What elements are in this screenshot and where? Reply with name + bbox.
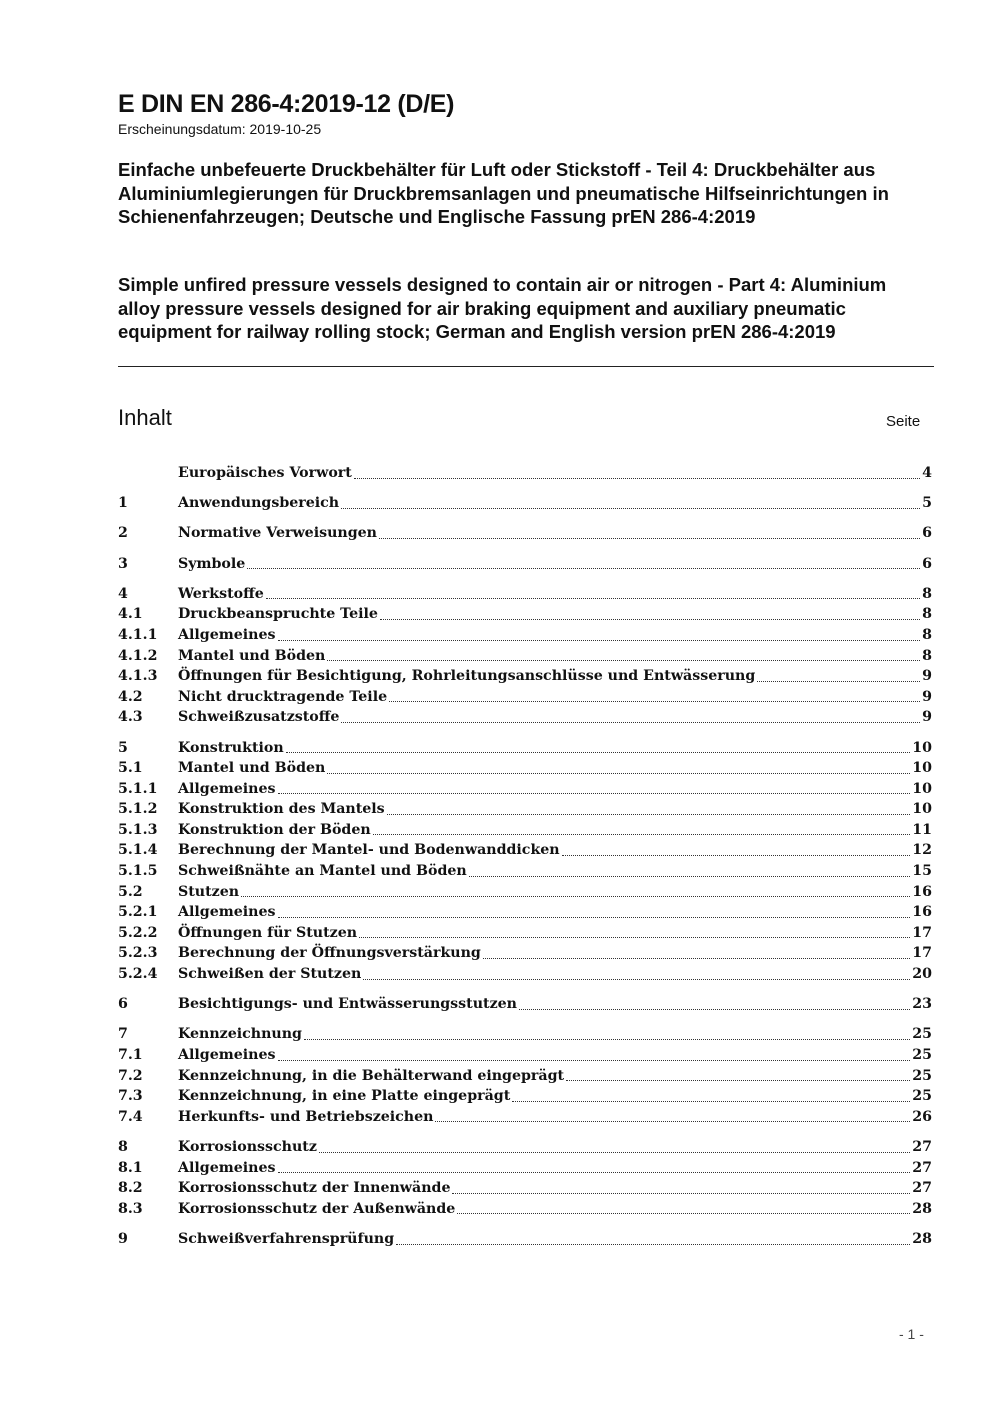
toc-dot-leader <box>435 1121 910 1122</box>
toc-entry[interactable] <box>118 646 932 667</box>
toc-entry-page: 27 <box>912 1138 932 1155</box>
toc-entry-page: 6 <box>922 525 932 542</box>
toc-dot-leader <box>327 773 910 774</box>
toc-entry-number: 7.1 <box>118 1047 143 1063</box>
toc-entry-title: Allgemeines <box>178 1159 276 1176</box>
toc-dot-leader <box>389 701 920 702</box>
toc-dot-leader <box>327 660 920 661</box>
toc-entry-page: 8 <box>922 647 932 664</box>
toc-entry[interactable] <box>118 799 932 820</box>
toc-entry[interactable] <box>118 1137 932 1158</box>
toc-entry[interactable] <box>118 882 932 903</box>
toc-entry-number: 5.1.2 <box>118 801 158 818</box>
toc-dot-leader <box>457 1213 910 1214</box>
toc-entry-title: Allgemeines <box>178 780 276 797</box>
toc-entry-number: 5 <box>118 739 128 756</box>
toc-entry-page: 10 <box>912 801 932 818</box>
toc-entry-number: 4.1 <box>118 606 143 623</box>
toc-entry[interactable] <box>118 923 932 944</box>
toc-entry[interactable] <box>118 1178 932 1199</box>
toc-entry-page: 16 <box>912 883 932 900</box>
toc-dot-leader <box>278 640 921 641</box>
toc-entry-number: 5.2.2 <box>118 924 158 941</box>
toc-entry-number: 5.1 <box>118 760 143 777</box>
toc-entry-page: 20 <box>912 966 932 983</box>
toc-entry[interactable] <box>118 463 932 484</box>
toc-entry[interactable] <box>118 1229 932 1250</box>
toc-entry[interactable] <box>118 840 932 861</box>
toc-entry-number: 7.2 <box>118 1067 143 1084</box>
publication-date: Erscheinungsdatum: 2019-10-25 <box>118 121 322 137</box>
toc-entry-number: 7.3 <box>118 1088 143 1105</box>
toc-entry-number: 5.1.1 <box>118 780 158 797</box>
toc-entry-page: 10 <box>912 760 932 777</box>
toc-entry[interactable] <box>118 943 932 964</box>
toc-entry-number: 5.1.3 <box>118 821 158 838</box>
toc-entry[interactable] <box>118 758 932 779</box>
toc-entry-title: Schweißverfahrensprüfung <box>178 1230 395 1247</box>
toc-dot-leader <box>341 722 920 723</box>
toc-entry-page: 17 <box>912 924 932 941</box>
toc-dot-leader <box>380 619 920 620</box>
toc-entry-number: 8 <box>118 1138 128 1155</box>
toc-entry-title: Korrosionsschutz <box>178 1138 317 1155</box>
toc-entry-title: Allgemeines <box>178 626 276 643</box>
toc-entry-title: Mantel und Böden <box>178 647 326 664</box>
toc-entry-page: 26 <box>912 1108 932 1125</box>
toc-entry-title: Kennzeichnung, in eine Platte eingeprägt <box>178 1088 511 1105</box>
toc-entry[interactable] <box>118 1158 932 1179</box>
toc-entry-title: Besichtigungs- und Entwässerungsstutzen <box>178 996 517 1013</box>
toc-entry[interactable] <box>118 523 932 544</box>
toc-entry-page: 12 <box>912 842 932 859</box>
toc-entry-page: 25 <box>912 1088 932 1105</box>
toc-entry-page: 5 <box>922 495 932 512</box>
toc-entry[interactable] <box>118 554 932 575</box>
page-number: - 1 - <box>899 1326 924 1342</box>
toc-entry-number: 4.3 <box>118 709 143 726</box>
toc-entry-number: 6 <box>118 996 128 1013</box>
toc-dot-leader <box>512 1101 910 1102</box>
toc-entry-number: 9 <box>118 1230 128 1247</box>
toc-entry[interactable] <box>118 687 932 708</box>
toc-dot-leader <box>452 1193 910 1194</box>
toc-entry[interactable] <box>118 902 932 923</box>
toc-entry[interactable] <box>118 604 932 625</box>
toc-entry-page: 23 <box>912 996 932 1013</box>
toc-entry-title: Korrosionsschutz der Außenwände <box>178 1200 456 1217</box>
toc-entry-title: Stutzen <box>178 883 240 900</box>
toc-dot-leader <box>363 979 910 980</box>
toc-dot-leader <box>286 752 911 753</box>
toc-entry-title: Nicht drucktragende Teile <box>178 688 388 705</box>
toc-dot-leader <box>278 793 911 794</box>
toc-dot-leader <box>396 1244 910 1245</box>
toc-dot-leader <box>519 1009 910 1010</box>
toc-entry-title: Kennzeichnung <box>178 1026 302 1043</box>
toc-entry-page: 28 <box>912 1230 932 1247</box>
toc-entry[interactable] <box>118 584 932 605</box>
toc-dot-leader <box>304 1039 910 1040</box>
toc-entry[interactable] <box>118 1024 932 1045</box>
toc-entry[interactable] <box>118 738 932 759</box>
toc-dot-leader <box>562 855 911 856</box>
toc-dot-leader <box>319 1152 910 1153</box>
toc-entry-title: Konstruktion <box>178 739 284 756</box>
toc-entry-page: 10 <box>912 739 932 756</box>
toc-dot-leader <box>278 1172 911 1173</box>
toc-entry-page: 25 <box>912 1067 932 1084</box>
toc-entry[interactable] <box>118 666 932 687</box>
toc-entry-number: 1 <box>118 495 128 512</box>
toc-dot-leader <box>278 1060 911 1061</box>
toc-entry-number: 4 <box>118 585 128 602</box>
toc-entry-title: Öffnungen für Stutzen <box>178 924 358 941</box>
toc-entry-title: Schweißnähte an Mantel und Böden <box>178 863 467 880</box>
english-title: Simple unfired pressure vessels designed to contain air or nitrogen - Part 4: Aluminium alloy pressure vessels designed for air braking equipment and auxiliary pneumatic equipment for railway rolling stock; German and English version prEN 286-4:2019 <box>118 274 887 342</box>
toc-entry-page: 15 <box>912 863 932 880</box>
toc-entry-page: 27 <box>912 1159 932 1176</box>
toc-dot-leader <box>354 478 920 479</box>
toc-entry[interactable] <box>118 707 932 728</box>
toc-entry-page: 8 <box>922 626 932 643</box>
toc-dot-leader <box>757 681 920 682</box>
toc-entry-title: Allgemeines <box>178 1047 276 1063</box>
toc-entry-title: Normative Verweisungen <box>178 525 377 542</box>
toc-entry-number: 5.2.1 <box>118 904 158 921</box>
toc-entry-title: Symbole <box>178 555 246 572</box>
toc-dot-leader <box>247 568 920 569</box>
toc-entry-number: 5.1.4 <box>118 842 158 859</box>
toc-dot-leader <box>483 958 910 959</box>
toc-dot-leader <box>387 814 911 815</box>
toc-entry-title: Öffnungen für Besichtigung, Rohrleitungsanschlüsse und Entwässerung <box>178 668 756 685</box>
toc-dot-leader <box>278 917 911 918</box>
toc-entry-number: 4.1.3 <box>118 668 158 685</box>
toc-entry-page: 9 <box>922 709 932 726</box>
toc-entry[interactable] <box>118 779 932 800</box>
toc-entry-title: Konstruktion der Böden <box>178 821 371 838</box>
toc-entry[interactable] <box>118 625 932 646</box>
toc-entry[interactable] <box>118 1107 932 1128</box>
toc-entry-number: 8.1 <box>118 1159 143 1176</box>
toc-entry[interactable] <box>118 1045 932 1066</box>
toc-entry-page: 9 <box>922 668 932 685</box>
toc-dot-leader <box>266 598 920 599</box>
page-column-label: Seite <box>886 413 921 430</box>
toc-entry[interactable] <box>118 1086 932 1107</box>
toc-entry-number: 4.1.1 <box>118 626 158 643</box>
toc-entry-title: Druckbeanspruchte Teile <box>178 606 378 623</box>
toc-entry[interactable] <box>118 820 932 841</box>
toc-entry-title: Werkstoffe <box>178 585 264 602</box>
toc-dot-leader <box>566 1080 910 1081</box>
toc-entry-title: Europäisches Vorwort <box>178 465 352 481</box>
toc-entry-title: Kennzeichnung, in die Behälterwand eingeprägt <box>178 1067 565 1084</box>
toc-entry-title: Korrosionsschutz der Innenwände <box>178 1180 451 1197</box>
toc-entry[interactable] <box>118 861 932 882</box>
toc-entry[interactable] <box>118 1199 932 1220</box>
toc-entry-number: 4.2 <box>118 688 143 705</box>
toc-entry-page: 10 <box>912 780 932 797</box>
toc-entry-page: 11 <box>912 821 932 838</box>
toc-entry-page: 17 <box>912 945 932 962</box>
toc-entry-number: 5.1.5 <box>118 863 158 880</box>
toc-entry-page: 28 <box>912 1200 932 1217</box>
toc-entry-page: 8 <box>922 606 932 623</box>
toc-entry-number: 8.3 <box>118 1200 143 1217</box>
toc-entry-title: Schweißen der Stutzen <box>178 966 362 983</box>
toc-entry-page: 8 <box>922 585 932 602</box>
toc-entry[interactable] <box>118 994 932 1015</box>
table-of-contents <box>118 463 932 1250</box>
toc-dot-leader <box>469 876 911 877</box>
toc-entry-title: Schweißzusatzstoffe <box>178 709 340 726</box>
toc-entry-number: 2 <box>118 525 128 542</box>
toc-entry-title: Konstruktion des Mantels <box>178 801 385 818</box>
document-title: E DIN EN 286-4:2019-12 (D/E) <box>118 90 455 118</box>
toc-dot-leader <box>359 937 910 938</box>
toc-entry-page: 16 <box>912 904 932 921</box>
toc-entry-number: 3 <box>118 555 128 572</box>
toc-entry-page: 27 <box>912 1180 932 1197</box>
title-divider <box>118 366 934 367</box>
toc-entry-title: Anwendungsbereich <box>178 495 340 512</box>
toc-dot-leader <box>241 896 910 897</box>
toc-entry-page: 4 <box>922 465 932 481</box>
toc-entry-number: 4.1.2 <box>118 647 158 664</box>
toc-entry-number: 8.2 <box>118 1180 143 1197</box>
toc-entry-title: Herkunfts- und Betriebszeichen <box>178 1108 434 1125</box>
toc-entry-page: 6 <box>922 555 932 572</box>
toc-entry-number: 7.4 <box>118 1108 143 1125</box>
toc-entry-page: 9 <box>922 688 932 705</box>
toc-entry-number: 5.2 <box>118 883 143 900</box>
toc-entry[interactable] <box>118 964 932 985</box>
toc-entry-page: 25 <box>912 1026 932 1043</box>
toc-heading: Inhalt <box>118 405 172 430</box>
toc-entry-title: Berechnung der Öffnungsverstärkung <box>178 945 481 962</box>
toc-entry-number: 7 <box>118 1026 128 1043</box>
toc-dot-leader <box>379 538 920 539</box>
toc-entry-title: Berechnung der Mantel- und Bodenwanddicken <box>178 842 560 859</box>
toc-dot-leader <box>373 834 911 835</box>
toc-entry-title: Allgemeines <box>178 904 276 921</box>
toc-entry[interactable] <box>118 1066 932 1087</box>
toc-entry-title: Mantel und Böden <box>178 760 326 777</box>
toc-entry-number: 5.2.4 <box>118 966 158 983</box>
german-title: Einfache unbefeuerte Druckbehälter für Luft oder Stickstoff - Teil 4: Druckbehälter aus Aluminiumlegierungen für Druckbremsanlagen und pneumatische Hilfseinrichtungen in Schienenfahrzeugen; Deutsche und Englische Fassung prEN 286-4:2019 <box>118 159 889 227</box>
toc-entry[interactable] <box>118 493 932 514</box>
toc-dot-leader <box>341 508 920 509</box>
toc-entry-number: 5.2.3 <box>118 945 158 962</box>
toc-entry-page: 25 <box>912 1047 932 1063</box>
